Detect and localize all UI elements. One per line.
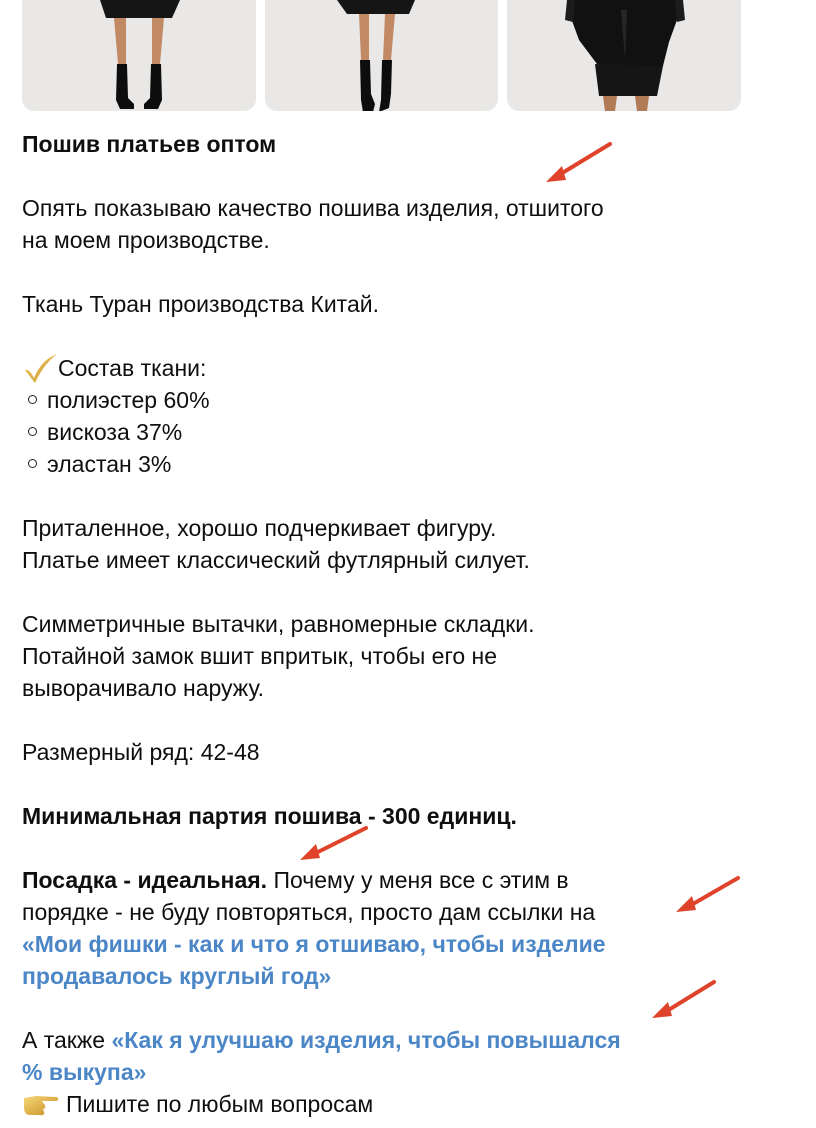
contact-line (22, 1088, 782, 1120)
also-line (22, 1024, 782, 1056)
check-mark-icon (22, 352, 58, 384)
composition-item (22, 416, 782, 448)
detail-line: Потайной замок вшит впритык, чтобы его не (22, 643, 498, 669)
model-dress-graphic (507, 0, 741, 111)
dress-photo-1[interactable] (22, 0, 256, 111)
post-heading: Пошив платьев оптом (22, 131, 277, 157)
min-batch-text: Минимальная партия пошива - 300 единиц. (22, 803, 517, 829)
fit-quality-line-2: порядке - не буду повторяться, просто дам ссылки на (22, 899, 596, 925)
bullet-dot-icon (28, 395, 37, 404)
bullet-dot-icon (28, 427, 37, 436)
article-link-2[interactable]: «Как я улучшаю изделия, чтобы повышался (111, 1027, 621, 1053)
annotation-arrow-icon (540, 138, 620, 188)
fit-quality-rest: Почему у меня все с этим в (267, 867, 569, 893)
annotation-arrow-icon (672, 872, 746, 918)
fabric-text: Ткань Туран производства Китай. (22, 291, 379, 317)
composition-item (22, 448, 782, 480)
detail-line: выворачивало наружу. (22, 675, 265, 701)
composition-item (22, 384, 782, 416)
contact-text: Пишите по любым вопросам (66, 1091, 374, 1117)
composition-item-text: эластан 3% (47, 451, 172, 477)
dress-photo-2[interactable] (265, 0, 498, 111)
sizes-text: Размерный ряд: 42-48 (22, 739, 260, 765)
annotation-arrow-icon (296, 822, 376, 866)
fit-line: Приталенное, хорошо подчеркивает фигуру. (22, 515, 497, 541)
dress-photo-3[interactable] (507, 0, 741, 111)
bullet-dot-icon (28, 459, 37, 468)
fit-quality-line (22, 864, 782, 896)
detail-line: Симметричные вытачки, равномерные складки. (22, 611, 535, 637)
fit-quality-bold: Посадка - идеальная. (22, 867, 268, 893)
annotation-arrow-icon (648, 976, 722, 1024)
pointing-finger-icon (22, 1088, 62, 1120)
model-legs-graphic (265, 0, 498, 111)
intro-line: Опять показываю качество пошива изделия, отшитого (22, 195, 604, 221)
composition-item-text: вискоза 37% (47, 419, 183, 445)
photo-gallery (0, 0, 816, 112)
intro-line: на моем производстве. (22, 227, 270, 253)
also-prefix: А также (22, 1027, 112, 1053)
fit-line: Платье имеет классический футлярный силует. (22, 547, 530, 573)
article-link-1[interactable]: «Мои фишки - как и что я отшиваю, чтобы изделие (22, 931, 606, 957)
post-body (22, 128, 782, 1120)
model-legs-graphic (22, 0, 256, 111)
article-link-1-cont[interactable]: продавалось круглый год» (22, 963, 332, 989)
article-link-2-cont[interactable]: % выкупа» (22, 1059, 147, 1085)
composition-title-row (22, 352, 782, 384)
composition-item-text: полиэстер 60% (47, 387, 210, 413)
composition-title: Состав ткани: (58, 355, 207, 381)
